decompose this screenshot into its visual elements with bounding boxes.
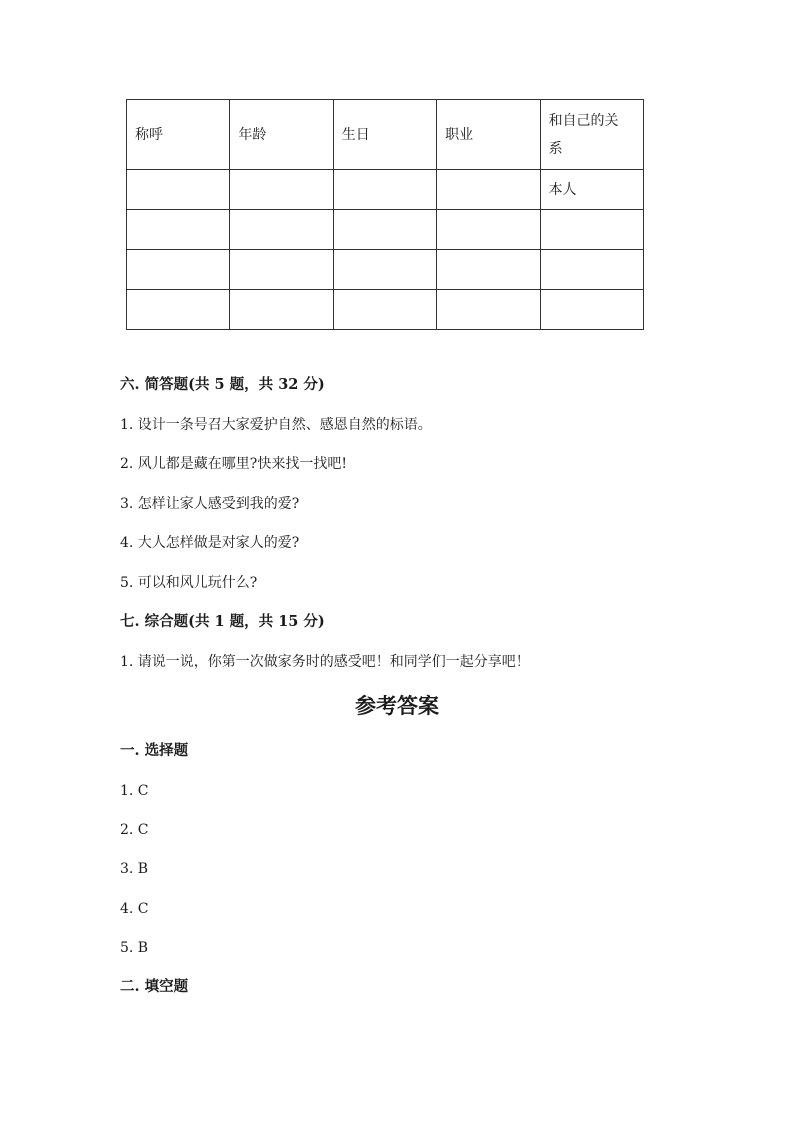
family-info-table (126, 99, 644, 330)
table-cell[interactable] (127, 250, 230, 290)
section6-question-1: 1. 设计一条号召大家爱护自然、感恩自然的标语。 (120, 417, 432, 433)
table-cell[interactable] (230, 170, 333, 210)
table-cell[interactable] (437, 250, 540, 290)
table-cell[interactable] (230, 210, 333, 250)
section6-question-4: 4. 大人怎样做是对家人的爱? (120, 535, 300, 551)
table-cell[interactable] (437, 290, 540, 330)
section6-question-3: 3. 怎样让家人感受到我的爱? (120, 496, 300, 512)
header-cell-relation: 和自己的关系 (540, 100, 643, 170)
table-cell[interactable] (333, 170, 436, 210)
table-cell[interactable] (230, 250, 333, 290)
table-row (127, 290, 644, 330)
section6-question-5: 5. 可以和风儿玩什么? (120, 575, 258, 591)
table-header-row (127, 100, 644, 170)
table-cell[interactable] (540, 250, 643, 290)
answer-item-2: 2. C (120, 822, 149, 838)
table-row (127, 210, 644, 250)
table-row (127, 250, 644, 290)
table-cell[interactable] (333, 250, 436, 290)
table-cell: 本人 (540, 170, 643, 210)
answers-section2-title: 二. 填空题 (120, 978, 189, 995)
table-cell[interactable] (333, 290, 436, 330)
section6-question-2: 2. 风儿都是藏在哪里?快来找一找吧! (120, 456, 347, 472)
answers-section1-title: 一. 选择题 (120, 742, 189, 759)
section7-question-1: 1. 请说一说，你第一次做家务时的感受吧！和同学们一起分享吧！ (120, 654, 530, 670)
answer-item-4: 4. C (120, 901, 149, 917)
answer-item-3: 3. B (120, 861, 149, 877)
table-cell[interactable] (540, 290, 643, 330)
table-cell[interactable] (127, 210, 230, 250)
table-cell[interactable] (437, 170, 540, 210)
header-cell-birthday: 生日 (333, 100, 436, 170)
answers-title: 参考答案 (355, 693, 439, 718)
answer-item-1: 1. C (120, 783, 149, 799)
table-cell[interactable] (540, 210, 643, 250)
header-cell-occupation: 职业 (437, 100, 540, 170)
table-cell[interactable] (333, 210, 436, 250)
answer-item-5: 5. B (120, 940, 149, 956)
section7-title: 七. 综合题(共 1 题，共 15 分) (120, 613, 325, 630)
table-cell[interactable] (437, 210, 540, 250)
table-row (127, 170, 644, 210)
table-cell[interactable] (127, 290, 230, 330)
header-cell-age: 年龄 (230, 100, 333, 170)
table-cell[interactable] (127, 170, 230, 210)
table-cell[interactable] (230, 290, 333, 330)
section6-title: 六. 简答题(共 5 题，共 32 分) (120, 376, 325, 393)
header-cell-title: 称呼 (127, 100, 230, 170)
